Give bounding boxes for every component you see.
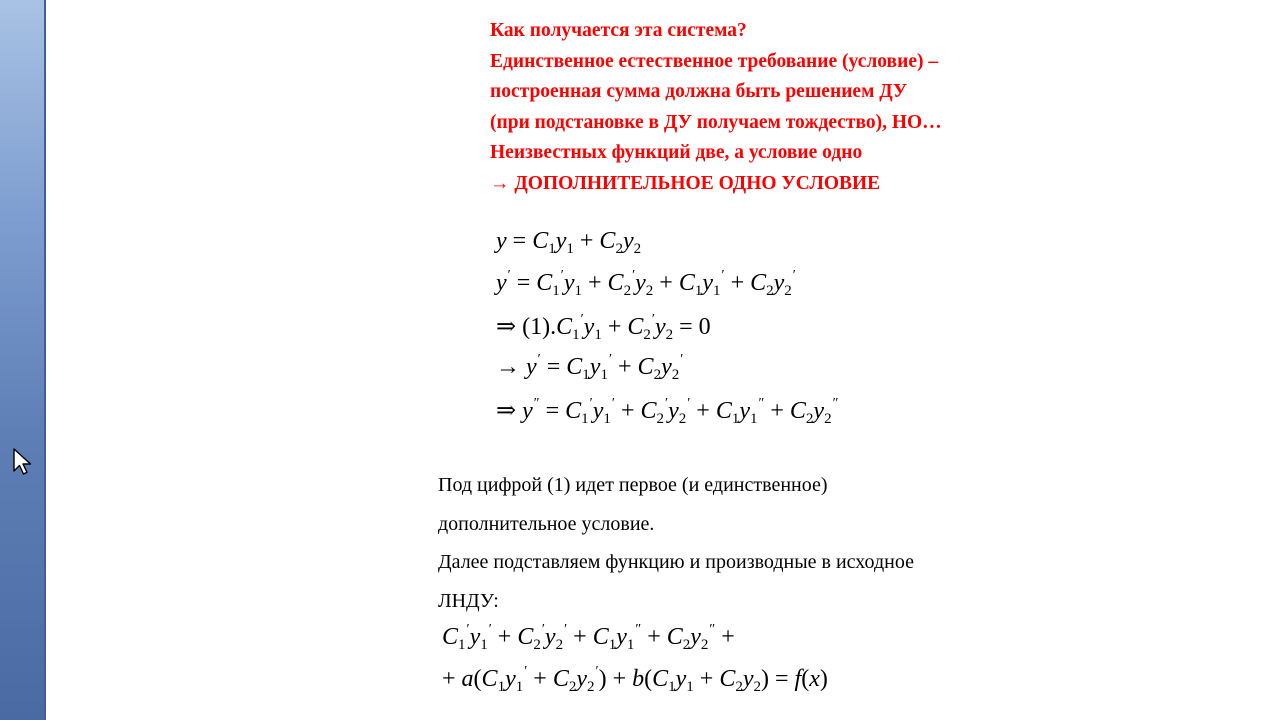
mouse-pointer-icon [12,447,34,477]
left-panel-bar [0,0,44,720]
text-condition-line-2: дополнительное условие. [438,513,655,535]
equation-y-double-prime: ⇒ $y'' = C_1'y_1' + C_2'y_2' + C_1y_1'' + C_2y_2''$ [496,396,839,427]
equation-y: $y = C_1y_1 + C_2y_2$ [496,228,642,257]
equation-y-prime: $y' = C_1'y_1 + C_2'y_2 + C_1y_1' + C_2y_2'$ [496,268,796,299]
equation-lndu-part-2: + $a(C_1y_1' + C_2y_2') + b(C_1y_1 + C_2y_2) = f(x)$ [442,664,828,695]
red-line-sum: построенная сумма должна быть решением ДУ [490,81,908,102]
red-line-conclusion: → ДОПОЛНИТЕЛЬНОЕ ОДНО УСЛОВИЕ [490,172,881,194]
equation-y-prime-simplified: → $y' = C_1y_1' + C_2y_2'$ [496,352,684,383]
red-line-requirement: Единственное естественное требование (условие) – [490,50,939,72]
red-line-unknowns: Неизвестных функций две, а условие одно [490,142,863,163]
equation-condition-1: ⇒ $(1).C_1'y_1 + C_2'y_2 = 0$ [496,312,711,343]
red-line-question: Как получается эта система? [490,20,747,41]
left-panel-edge [44,0,46,720]
text-substitute-line-2: ЛНДУ: [438,590,499,612]
text-condition-line-1: Под цифрой (1) идет первое (и единственное) [438,474,828,496]
red-explanation-block [490,16,942,199]
text-substitute-line-1: Далее подставляем функцию и производные в исходное [438,551,914,573]
red-line-identity: (при подстановке в ДУ получаем тождество), НО… [490,111,942,133]
equation-lndu-part-1: $C_1'y_1' + C_2'y_2' + C_1y_1'' + C_2y_2''$ + [442,622,735,653]
